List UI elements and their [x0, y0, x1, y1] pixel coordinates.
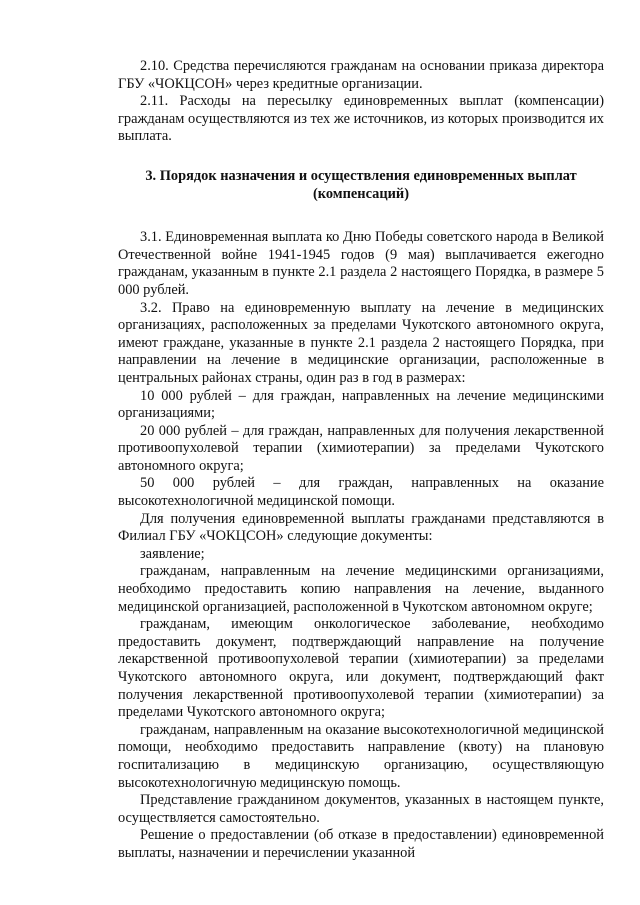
document-body — [118, 58, 604, 863]
paragraph-2-11: 2.11. Расходы на пересылку единовременных выплат (компенсации) гражданам осуществляются из тех же источников, из которых производится их выплата. — [118, 93, 604, 145]
paragraph-amount-10000: 10 000 рублей – для граждан, направленных на лечение медицинскими организациями; — [118, 387, 604, 422]
paragraph-treatment-docs: гражданам, направленным на лечение медицинскими организациями, необходимо предоставить копию направления на лечение, выданного медицинской организацией, расположенной в Чукотском автономном округе; — [118, 563, 604, 615]
paragraph-documents-intro: Для получения единовременной выплаты гражданами представляются в Филиал ГБУ «ЧОКЦСОН» следующие документы: — [118, 510, 604, 545]
paragraph-hightech-docs: гражданам, направленным на оказание высокотехнологичной медицинской помощи, необходимо предоставить направление (квоту) на плановую госпитализацию в медицинскую организацию, осуществляющую высокотехнологичную медицинскую помощь. — [118, 721, 604, 791]
paragraph-decision: Решение о предоставлении (об отказе в предоставлении) единовременной выплаты, назначении и перечислении указанной — [118, 827, 604, 861]
paragraph-application: заявление; — [140, 545, 205, 562]
paragraph-2-10: 2.10. Средства перечисляются гражданам на основании приказа директора ГБУ «ЧОКЦСОН» через кредитные организации. — [118, 58, 604, 92]
paragraph-amount-50000: 50 000 рублей – для граждан, направленных на оказание высокотехнологичной медицинской помощи. — [118, 475, 604, 510]
section-heading: 3. Порядок назначения и осуществления единовременных выплат (компенсаций) — [145, 167, 577, 202]
paragraph-3-1: 3.1. Единовременная выплата ко Дню Победы советского народа в Великой Отечественной войне 1941-1945 годов (9 мая) выплачивается ежегодно гражданам, указанным в пункте 2.1 раздела 2 настоящего Порядка, в размере 5 000 рублей. — [118, 229, 604, 298]
paragraph-amount-20000: 20 000 рублей – для граждан, направленных для получения лекарственной противоопухолевой терапии (химиотерапии) за пределами Чукотского автономного округа; — [118, 422, 604, 474]
paragraph-oncology-docs: гражданам, имеющим онкологическое заболевание, необходимо предоставить документ, подтверждающий направление на получение лекарственной противоопухолевой терапии (химиотерапии) за пределами Чукотского автономного округа, или документ, подтверждающий факт получения лекарственной противоопухолевой терапии (химиотерапии) за пределами Чукотского автономного округа; — [118, 616, 604, 721]
paragraph-3-2: 3.2. Право на единовременную выплату на лечение в медицинских организациях, расположенных за пределами Чукотского автономного округа, имеют граждане, указанные в пункте 2.1 раздела 2 настоящего Порядка, при направлении на лечение в медицинские организации, расположенные в центральных районах страны, один раз в год в размерах: — [118, 299, 604, 386]
paragraph-self-submission: Представление гражданином документов, указанных в настоящем пункте, осуществляется самостоятельно. — [118, 792, 604, 826]
